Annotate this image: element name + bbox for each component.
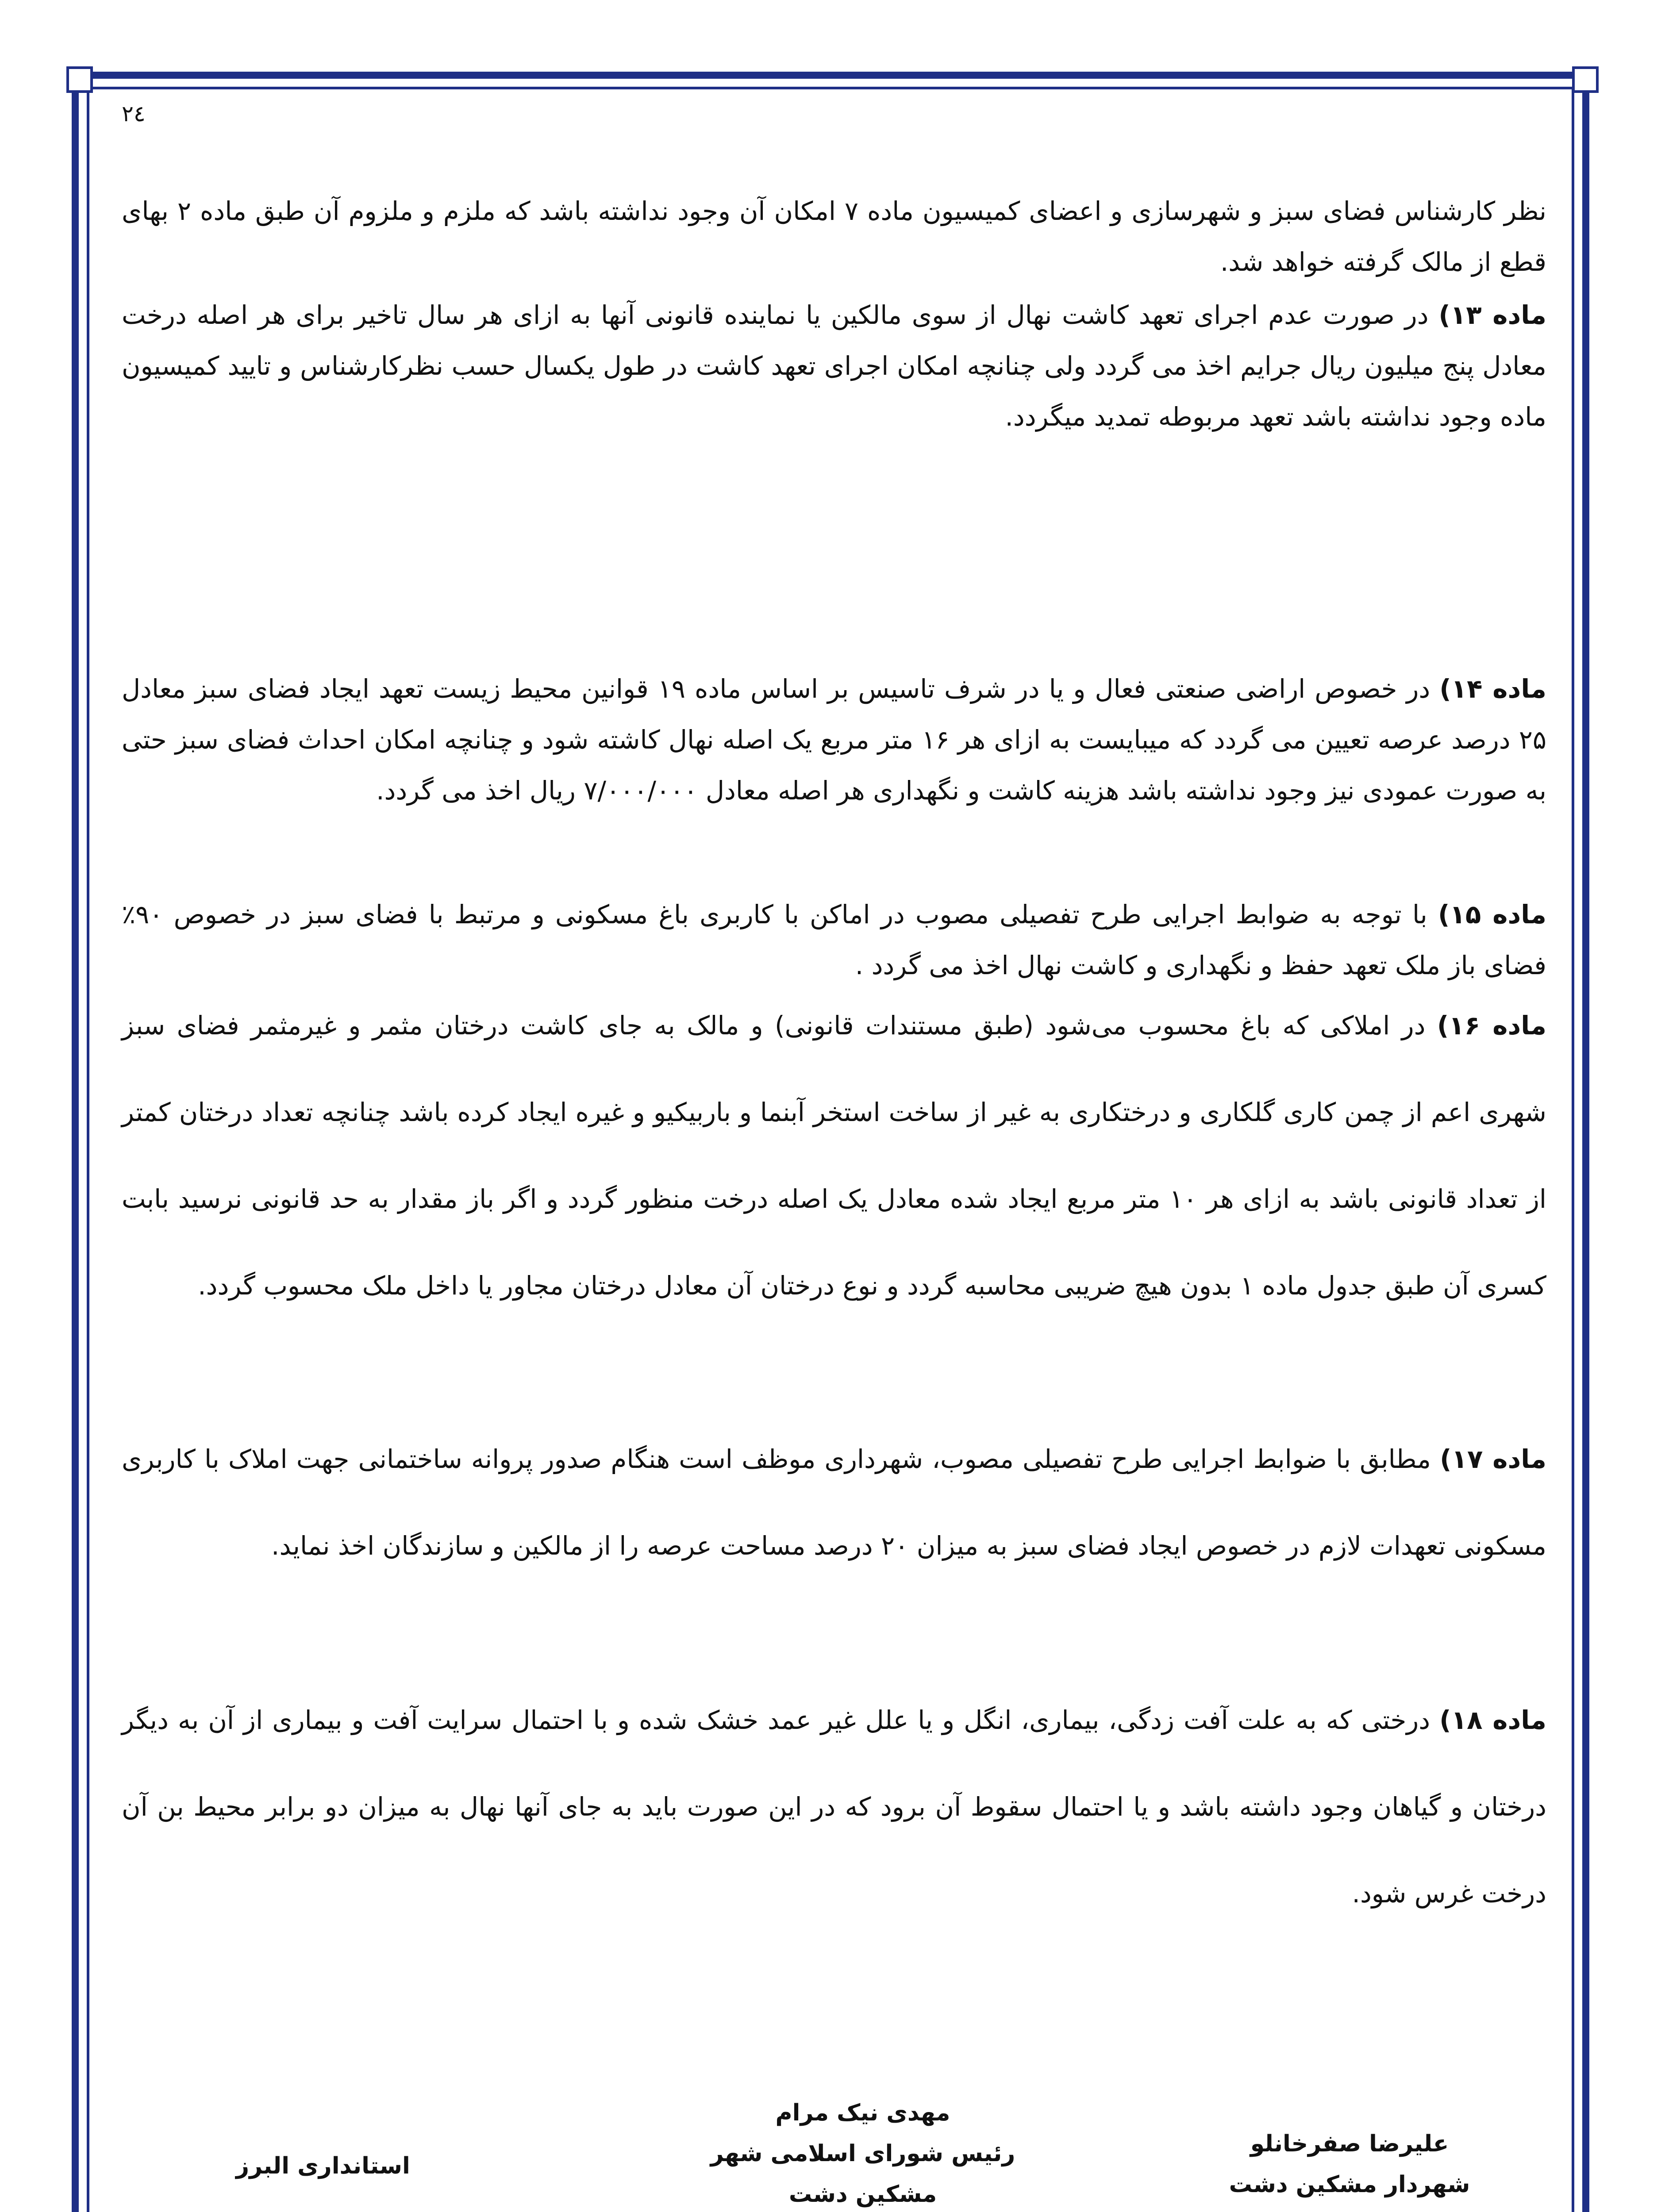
article-number: ماده ۱۵) (1438, 899, 1546, 929)
border-corner-ornament (66, 66, 93, 93)
document-body (122, 93, 1546, 2172)
signature-council-head (664, 2093, 1062, 2212)
article-number: ماده ۱۳) (1438, 300, 1546, 330)
article-text: در خصوص اراضی صنعتی فعال و یا در شرف تاسیس بر اساس ماده ۱۹ قوانین محیط زیست تعهد ایجاد فضای سبز معادل ۲۵ درصد عرصه تعیین می گردد که میبایست به ازای هر ۱۶ متر مربع یک اصله نهال کاشته شود و چنانچه امکان احداث فضای سبز حتی به صورت عمودی نیز وجود نداشته باشد هزینه کاشت و نگهداری هر اصله معادل ۷/۰۰۰/۰۰۰ ریال اخذ می گردد. (122, 674, 1546, 806)
article-17 (122, 1416, 1546, 1589)
signatory-subtitle: مشکین دشت (788, 2181, 937, 2208)
signatory-title: استانداری البرز (236, 2153, 410, 2179)
article-text: با توجه به ضوابط اجرایی طرح تفصیلی مصوب در اماکن با کاربری باغ مسکونی و مرتبط با فضای سبز در خصوص ۹۰٪ فضای باز ملک تعهد حفظ و نگهداری و کاشت نهال اخذ می گردد . (122, 899, 1546, 980)
signatory-name: علیرضا صفرخانلو (1250, 2131, 1449, 2157)
article-number: ماده ۱۴) (1439, 674, 1547, 704)
signature-governorate (168, 2146, 478, 2186)
article-number: ماده ۱۶) (1437, 1010, 1546, 1041)
signatory-title: شهردار مشکین دشت (1229, 2171, 1470, 2198)
article-13 (122, 290, 1546, 442)
article-text: در صورت عدم اجرای تعهد کاشت نهال از سوی مالکین یا نماینده قانونی آنها به ازای هر سال تاخیر برای هر اصله درخت معادل پنج میلیون ریال جرایم اخذ می گردد ولی چنانچه امکان اجرای تعهد کاشت در طول یکسال حسب نظرکارشناس و تایید کمیسیون ماده وجود نداشته باشد تعهد مربوطه تمدید میگردد. (122, 300, 1546, 432)
border-corner-ornament (1572, 66, 1599, 93)
article-number: ماده ۱۸) (1439, 1705, 1546, 1735)
article-text: مطابق با ضوابط اجرایی طرح تفصیلی مصوب، شهرداری موظف است هنگام صدور پروانه ساختمانی جهت املاک با کاربری مسکونی تعهدات لازم در خصوص ایجاد فضای سبز به میزان ۲۰ درصد مساحت عرصه را از مالکین و سازندگان اخذ نماید. (122, 1444, 1546, 1561)
signatory-name: مهدی نیک مرام (775, 2100, 950, 2126)
signatory-title: رئیس شورای اسلامی شهر (710, 2140, 1015, 2167)
article-15 (122, 889, 1546, 991)
article-text: در املاکی که باغ محسوب می‌شود (طبق مستندات قانونی) و مالک به جای کاشت درختان مثمر و غیرمثمر فضای سبز شهری اعم از چمن کاری گلکاری و درختکاری به غیر از ساخت استخر آبنما و باربیکیو و غیره ایجاد کرده باشد چنانچه تعداد درختان کمتر از تعداد قانونی باشد به ازای هر ۱۰ متر مربع ایجاد شده معادل یک اصله درخت منظور گردد و اگر باز مقدار به حد قانونی نرسید بابت کسری آن طبق جدول ماده ۱ بدون هیچ ضریبی محاسبه گردد و نوع درختان آن معادل درختان مجاور یا داخل ملک محسوب گردد. (122, 1010, 1546, 1301)
signature-mayor (1195, 2124, 1504, 2205)
article-16 (122, 982, 1546, 1329)
article-14 (122, 664, 1546, 816)
article-text: درختی که به علت آفت زدگی، بیماری، انگل و یا علل غیر عمد خشک شده و با احتمال سرایت آفت و بیماری از آن به دیگر درختان و گیاهان وجود داشته باشد و یا احتمال سقوط آن برود که در این صورت باید به جای آنها نهال به میزان دو برابر محیط بن آن درخت غرس شود. (122, 1705, 1546, 1909)
article-number: ماده ۱۷) (1440, 1444, 1546, 1474)
article-18 (122, 1677, 1546, 1937)
page-number: ۲٤ (122, 101, 146, 127)
paragraph-continuation: نظر کارشناس فضای سبز و شهرسازی و اعضای کمیسیون ماده ۷ امکان آن وجود نداشته باشد که ملزم و ملزوم آن طبق ماده ۲ بهای قطع از مالک گرفته خواهد شد. (122, 196, 1546, 277)
